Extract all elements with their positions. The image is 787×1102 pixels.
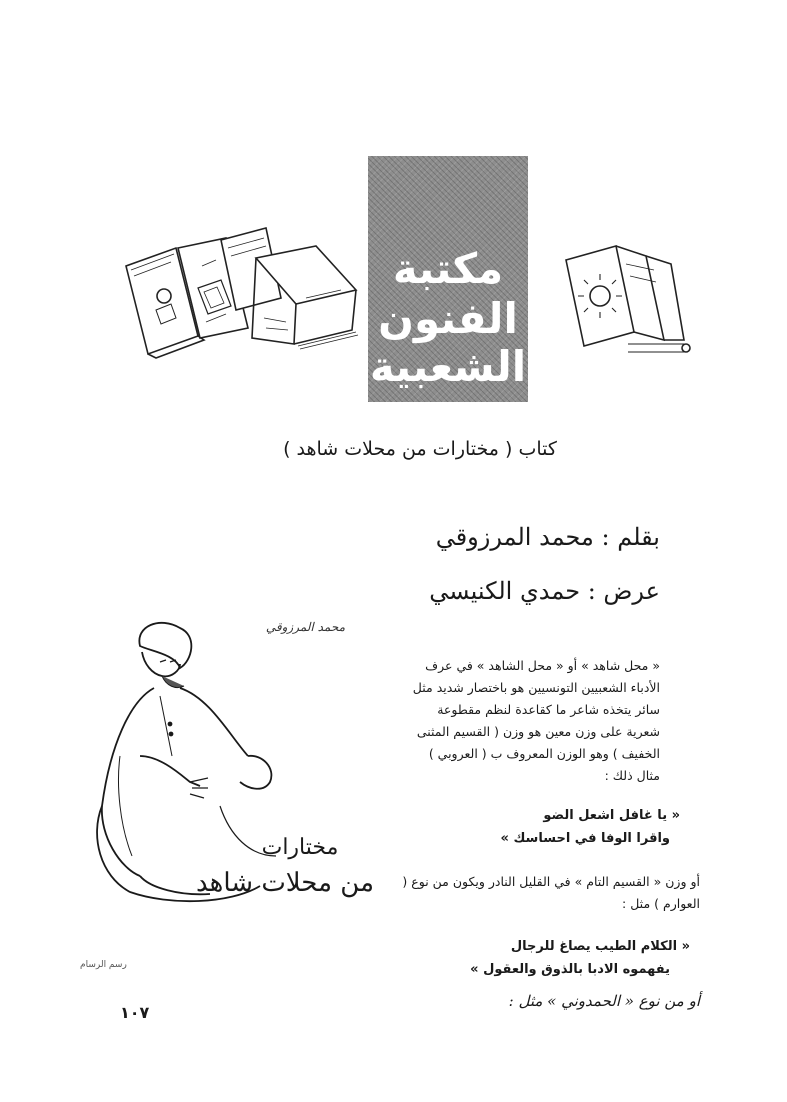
books-illustration-left <box>116 218 366 363</box>
banner-line-2: الفنون <box>378 294 518 343</box>
banner-line-3: الشعبية <box>369 342 527 391</box>
series-banner <box>368 156 528 402</box>
seated-poet-portrait <box>80 606 310 906</box>
artist-signature: محمد المرزوقي <box>265 620 345 634</box>
verse-1-line-2: واقرا الوفا في احساسك » <box>500 831 670 846</box>
reviewer-line: عرض : حمدي الكنيسي <box>429 577 660 605</box>
calligraphy-title-line-1: مختارات <box>261 835 339 860</box>
verse-1-line-1: « يا غافل اشعل الضو <box>543 808 680 823</box>
illustration-credit: رسم الرسام <box>80 960 127 970</box>
book-title: كتاب ( مختارات من محلات شاهد ) <box>283 438 557 460</box>
books-illustration-right <box>556 240 696 365</box>
calligraphy-title-line-2: من محلات شاهد <box>195 868 374 898</box>
second-paragraph: أو وزن « القسيم التام » في القليل النادر ويكون من نوع ( العوارم ) مثل : <box>402 874 700 911</box>
verse-2-line-2: يفهموه الادبا بالذوق والعقول » <box>470 962 670 977</box>
verse-2-line-1: « الكلام الطيب يصاغ للرجال <box>510 939 690 954</box>
banner-line-1: مكتبة <box>392 244 504 293</box>
intro-paragraph: « محل شاهد » أو « محل الشاهد » في عرف الأدباء الشعبيين التونسيين هو باختصار شديد مثل سائر يتخذه شاعر ما كقاعدة لنظم مقطوعة شعرية على وزن معين هو وزن ( القسيم المثنى الخفيف ) وهو الوزن المعروف ب ( العروبي ) مثال ذلك : <box>412 658 660 783</box>
page-number: ١٠٧ <box>120 1003 150 1022</box>
author-line: بقلم : محمد المرزوقي <box>435 523 660 551</box>
handwritten-note: أو من نوع « الحمدوني » مثل : <box>508 992 700 1010</box>
